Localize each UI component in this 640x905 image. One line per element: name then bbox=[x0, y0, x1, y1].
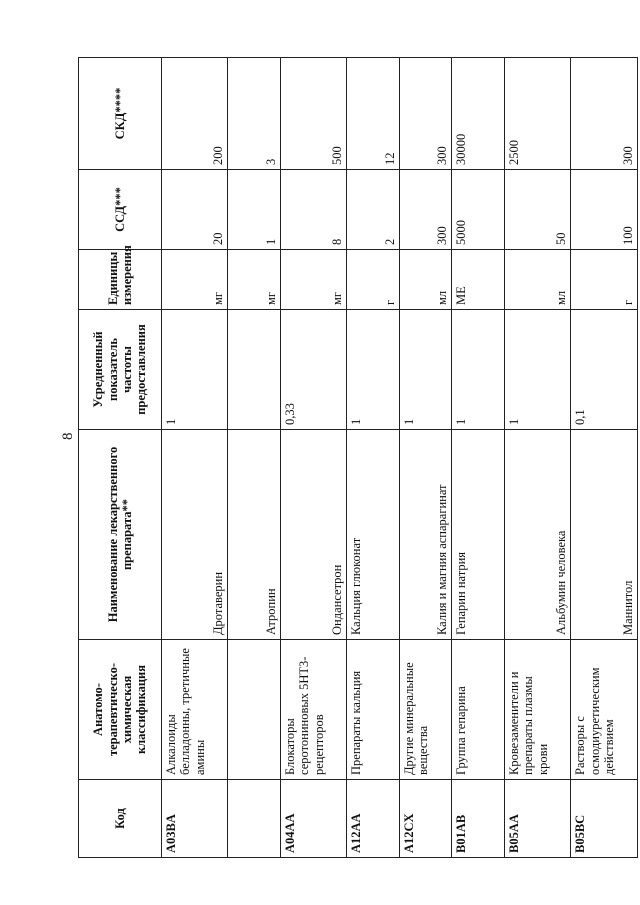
cell-skd: 3 bbox=[228, 58, 281, 170]
table-header-row bbox=[79, 58, 162, 858]
cell-code: B05BC bbox=[571, 780, 638, 858]
cell-skd: 500 bbox=[280, 58, 346, 170]
cell-ssd: 2 bbox=[347, 170, 400, 250]
cell-frequency: 1 bbox=[504, 310, 570, 430]
cell-atc bbox=[228, 640, 281, 780]
cell-drug: Альбумин человека bbox=[504, 430, 570, 640]
cell-drug: Калия и магния аспарагинат bbox=[399, 430, 452, 640]
cell-skd: 12 bbox=[347, 58, 400, 170]
cell-skd: 300 bbox=[571, 58, 638, 170]
cell-frequency: 1 bbox=[399, 310, 452, 430]
cell-atc: Препараты кальция bbox=[347, 640, 400, 780]
cell-frequency: 1 bbox=[162, 310, 228, 430]
cell-frequency: 1 bbox=[347, 310, 400, 430]
header-ssd: ССД*** bbox=[79, 170, 162, 250]
cell-frequency: 0,1 bbox=[571, 310, 638, 430]
cell-skd: 30000 bbox=[452, 58, 505, 170]
cell-atc: Блокаторы серотониновых 5НТ3-рецепторов bbox=[280, 640, 346, 780]
cell-ssd: 8 bbox=[280, 170, 346, 250]
cell-unit: мг bbox=[228, 250, 281, 310]
cell-code bbox=[228, 780, 281, 858]
cell-atc: Другие минеральные вещества bbox=[399, 640, 452, 780]
cell-code: B05AA bbox=[504, 780, 570, 858]
header-code: Код bbox=[79, 780, 162, 858]
cell-drug: Гепарин натрия bbox=[452, 430, 505, 640]
cell-code: A03BA bbox=[162, 780, 228, 858]
cell-frequency bbox=[228, 310, 281, 430]
table-row bbox=[162, 58, 228, 858]
cell-drug: Дротаверин bbox=[162, 430, 228, 640]
cell-unit: г bbox=[347, 250, 400, 310]
cell-skd: 200 bbox=[162, 58, 228, 170]
cell-atc: Группа гепарина bbox=[452, 640, 505, 780]
drug-table-container bbox=[78, 58, 638, 858]
table-row bbox=[280, 58, 346, 858]
table-row bbox=[228, 58, 281, 858]
cell-drug: Маннитол bbox=[571, 430, 638, 640]
cell-code: A04AA bbox=[280, 780, 346, 858]
header-drug: Наименование лекарственного препарата** bbox=[79, 430, 162, 640]
cell-unit: мг bbox=[280, 250, 346, 310]
cell-skd: 2500 bbox=[504, 58, 570, 170]
cell-code: A12CX bbox=[399, 780, 452, 858]
cell-drug: Атропин bbox=[228, 430, 281, 640]
cell-atc: Кровезаменители и препараты плазмы крови bbox=[504, 640, 570, 780]
cell-code: B01AB bbox=[452, 780, 505, 858]
cell-unit: мл bbox=[504, 250, 570, 310]
cell-unit: МЕ bbox=[452, 250, 505, 310]
table-row bbox=[504, 58, 570, 858]
table-row bbox=[347, 58, 400, 858]
header-skd: СКД**** bbox=[79, 58, 162, 170]
cell-drug: Кальция глюконат bbox=[347, 430, 400, 640]
table-row bbox=[571, 58, 638, 858]
cell-ssd: 20 bbox=[162, 170, 228, 250]
header-atc: Анатомо-терапевтическо-химическая классификация bbox=[79, 640, 162, 780]
table-row bbox=[399, 58, 452, 858]
cell-ssd: 1 bbox=[228, 170, 281, 250]
cell-skd: 300 bbox=[399, 58, 452, 170]
cell-unit: мг bbox=[162, 250, 228, 310]
cell-atc: Растворы с осмодиуретическим действием bbox=[571, 640, 638, 780]
cell-drug: Ондансетрон bbox=[280, 430, 346, 640]
header-unit: Единицы измерения bbox=[79, 250, 162, 310]
cell-frequency: 1 bbox=[452, 310, 505, 430]
cell-ssd: 5000 bbox=[452, 170, 505, 250]
table-row bbox=[452, 58, 505, 858]
cell-code: A12AA bbox=[347, 780, 400, 858]
cell-unit: мл bbox=[399, 250, 452, 310]
cell-ssd: 50 bbox=[504, 170, 570, 250]
page-number: 8 bbox=[60, 432, 76, 440]
cell-unit: г bbox=[571, 250, 638, 310]
cell-atc: Алкалоиды белладонны, третичные амины bbox=[162, 640, 228, 780]
drug-table bbox=[78, 57, 638, 858]
cell-ssd: 100 bbox=[571, 170, 638, 250]
header-frequency: Усредненный показатель частоты предоставления bbox=[79, 310, 162, 430]
cell-frequency: 0,33 bbox=[280, 310, 346, 430]
cell-ssd: 300 bbox=[399, 170, 452, 250]
